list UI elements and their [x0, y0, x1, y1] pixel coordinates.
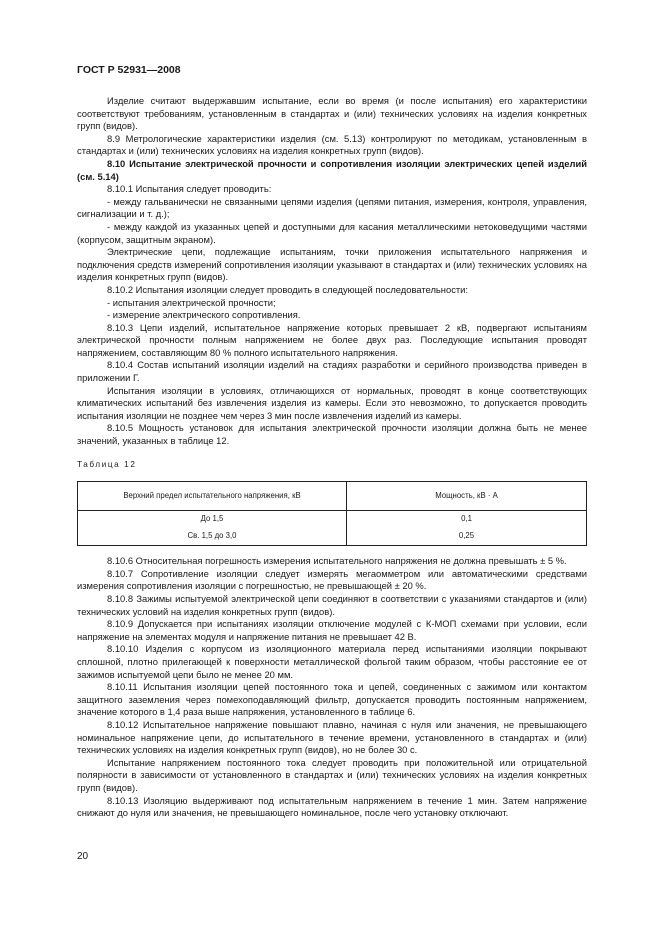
- table-12: [77, 481, 587, 546]
- document-body: [77, 95, 587, 820]
- paragraph: 8.10.9 Допускается при испытаниях изоляции отключение модулей с К-МОП схемами при условии, если напряжение на элементах модуля и напряжение питания не превышает 42 В.: [77, 618, 587, 642]
- table-cell: Св. 1,5 до 3,0: [78, 528, 347, 546]
- table-cell: 0,1: [347, 511, 587, 529]
- paragraph: 8.10.6 Относительная погрешность измерения испытательного напряжения не должна превышать ± 5 %.: [107, 555, 567, 567]
- paragraph: 8.10.13 Изоляцию выдерживают под испытательным напряжением в течение 1 мин. Затем напряжение снижают до нуля или значения, не превышающего номинальное, после чего установку отключают.: [77, 794, 587, 819]
- table-cell: До 1,5: [78, 511, 347, 529]
- table-cell: 0,25: [347, 528, 587, 546]
- list-item: - между гальванически не связанными цепями изделия (цепями питания, измерения, контроля, управления, сигнализации и т. д.);: [77, 195, 587, 220]
- paragraph: 8.10.2 Испытания изоляции следует проводить в следующей последовательности:: [107, 283, 469, 295]
- paragraph: Изделие считают выдержавшим испытание, если во время (и после испытания) его характеристики соответствуют требованиям, установленным в стандартах и (или) технических условиях на изделия конкретных групп (видов).: [77, 95, 587, 132]
- paragraph: 8.10.11 Испытания изоляции цепей постоянного тока и цепей, соединенных с зажимом или контактом защитного заземления через помехоподавляющий фильтр, допускается проводить постоянным напряжением, значение которого в 1,4 раза выше напряжения, установленного в таблице 6.: [77, 681, 587, 718]
- paragraph: 8.10.10 Изделия с корпусом из изоляционного материала перед испытаниями изоляции покрывают сплошной, плотно прилегающей к поверхности металлической фольгой таким образом, чтобы расстояние ее от зажимов испытуемой цепи было не менее 20 мм.: [77, 643, 587, 680]
- paragraph: Испытание напряжением постоянного тока следует проводить при положительной или отрицательной полярности в зависимости от установленного в стандартах и (или) технических условиях на изделия конкретных групп (видов).: [77, 756, 587, 793]
- table-header-cell: Мощность, кВ · А: [347, 482, 587, 511]
- page-number: 20: [77, 851, 89, 862]
- paragraph: Электрические цепи, подлежащие испытаниям, точки приложения испытательного напряжения и подключения средств измерений сопротивления изоляции указывают в стандартах и (или) технических условиях на изделия конкретных групп (видов).: [77, 246, 587, 283]
- paragraph: 8.10.3 Цепи изделий, испытательное напряжение которых превышает 2 кВ, подвергают испытаниям электрической прочности полным напряжением не более двух раз. Последующие испытания проводят напряжением, составляющим 80 % полного испытательного напряжения.: [77, 321, 587, 358]
- paragraph: Испытания изоляции в условиях, отличающихся от нормальных, проводят в конце соответствующих климатических испытаний без извлечения изделия из камеры. Если это невозможно, то допускается проводить испытания изоляции не позднее чем через 3 мин после извлечения изделий из камеры.: [77, 384, 587, 421]
- table-row: [78, 528, 587, 546]
- table-caption: Таблица 12: [77, 459, 137, 469]
- paragraph: 8.10.1 Испытания следует проводить:: [107, 183, 272, 195]
- paragraph: 8.10.8 Зажимы испытуемой электрической цепи соединяют в соответствии с указаниями стандартов и (или) технических условий на изделия конкретных групп (видов).: [77, 593, 587, 617]
- table-row: [78, 511, 587, 529]
- section-heading: 8.10 Испытание электрической прочности и сопротивления изоляции электрических цепей изделий (см. 5.14): [77, 157, 587, 182]
- list-item: - измерение электрического сопротивления.: [107, 309, 301, 321]
- paragraph: 8.10.7 Сопротивление изоляции следует измерять мегаомметром или автоматическими средствами измерения сопротивления изоляции с погрешностью, не превышающей ± 20 %.: [77, 567, 587, 592]
- table-header-cell: Верхний предел испытательного напряжения, кВ: [78, 482, 347, 511]
- document-header: ГОСТ Р 52931—2008: [77, 64, 181, 76]
- paragraph: 8.10.4 Состав испытаний изоляции изделий на стадиях разработки и серийного производства приведен в приложении Г.: [77, 359, 587, 384]
- paragraph: 8.10.12 Испытательное напряжение повышают плавно, начиная с нуля или значения, не превышающего номинальное напряжение цепи, до испытательного в течение времени, установленного в стандартах и (или) технических условиях на изделия конкретных групп (видов), но не более 30 с.: [77, 718, 587, 756]
- paragraph: 8.10.5 Мощность установок для испытания электрической прочности изоляции должна быть не менее значений, указанных в таблице 12.: [77, 422, 587, 447]
- list-item: - между каждой из указанных цепей и доступными для касания металлическими нетоковедущими частями (корпусом, защитным экраном).: [77, 220, 587, 245]
- paragraph: 8.9 Метрологические характеристики изделия (см. 5.13) контролируют по методикам, установленным в стандартах и (или) технических условиях на изделия конкретных групп (видов).: [77, 132, 587, 157]
- list-item: - испытания электрической прочности;: [107, 296, 276, 308]
